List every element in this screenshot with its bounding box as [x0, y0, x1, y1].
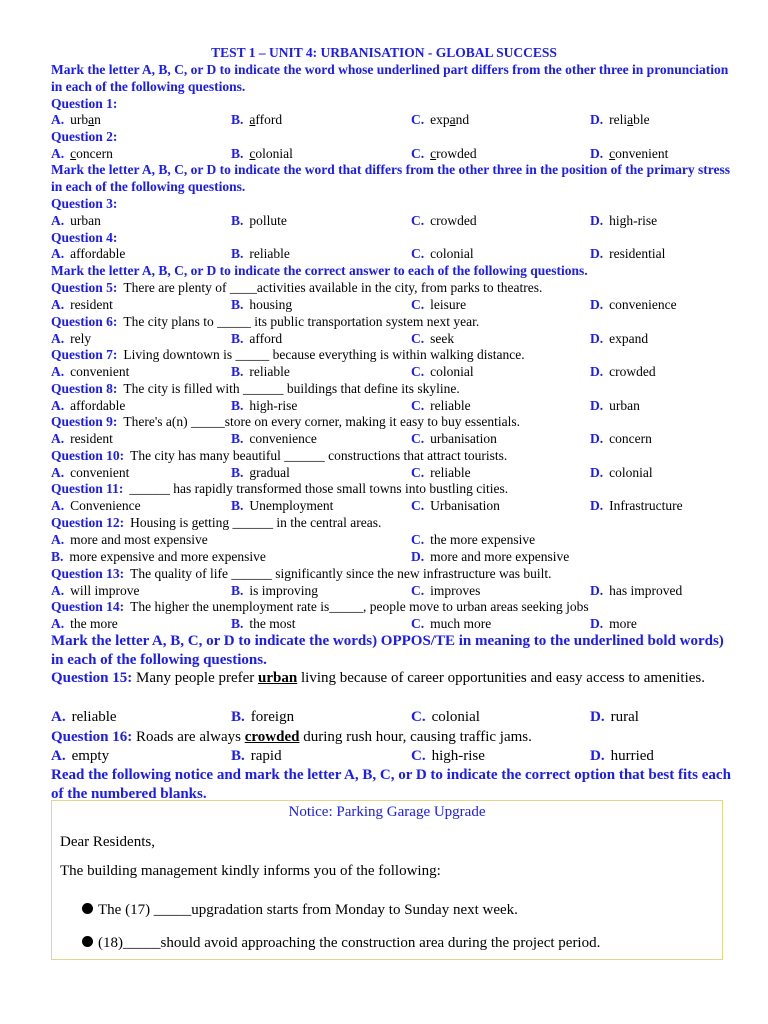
options-q4 [51, 246, 731, 262]
options-q14 [51, 616, 731, 632]
question-label: Question 4: [51, 230, 118, 245]
option-c[interactable]: C. colonial [411, 246, 474, 261]
options-q15 [51, 708, 731, 727]
option-b[interactable]: B. high-rise [231, 398, 298, 413]
option-a[interactable]: A. reliable [51, 709, 117, 725]
option-d[interactable]: D. colonial [590, 465, 653, 480]
option-c[interactable]: C. reliable [411, 465, 471, 480]
key-word: urban [258, 670, 298, 686]
option-a[interactable]: A. convenient [51, 364, 130, 379]
option-b[interactable]: B. rapid [231, 748, 282, 764]
question-8 [51, 381, 731, 397]
question-16: Question 16: Roads are always crowded during rush hour, causing traffic jams. [51, 729, 532, 745]
question-1 [51, 96, 731, 112]
question-text: Living downtown is _____ because everything is within walking distance. [123, 347, 525, 362]
question-text: The quality of life ______ significantly since the new infrastructure was built. [130, 566, 552, 581]
option-b[interactable]: B. gradual [231, 465, 290, 480]
option-a[interactable]: A. the more [51, 616, 118, 631]
option-c[interactable]: C. urbanisation [411, 431, 497, 446]
question-text: The city has many beautiful ______ constructions that attract tourists. [130, 448, 508, 463]
question-label: Question 16: [51, 729, 133, 745]
question-label: Question 7: [51, 347, 118, 362]
question-text: Housing is getting ______ in the central areas. [130, 515, 382, 530]
option-c[interactable]: C. much more [411, 616, 492, 631]
question-12 [51, 515, 731, 531]
key-word: crowded [244, 729, 300, 745]
notice-intro: The building management kindly informs you of the following: [60, 863, 441, 879]
bullet-icon [82, 903, 93, 914]
option-c[interactable]: C. the more expensive [411, 532, 536, 547]
option-a[interactable]: A. concern [51, 146, 113, 161]
option-d[interactable]: D. urban [590, 398, 640, 413]
notice-box [51, 800, 723, 960]
option-b[interactable]: B. convenience [231, 431, 317, 446]
question-text: The city plans to _____ its public transportation system next year. [123, 314, 480, 329]
bullet-icon [82, 936, 93, 947]
option-a[interactable]: A. resident [51, 297, 113, 312]
question-5 [51, 280, 731, 296]
option-c[interactable]: C. crowded [411, 213, 477, 228]
question-label: Question 12: [51, 515, 125, 530]
option-d[interactable]: D. crowded [590, 364, 656, 379]
question-text: There's a(n) _____store on every corner, making it easy to buy essentials. [123, 414, 521, 429]
option-a[interactable]: A. affordable [51, 398, 126, 413]
question-label: Question 15: [51, 670, 133, 686]
option-b[interactable]: B. more expensive and more expensive [51, 549, 266, 564]
question-label: Question 1: [51, 96, 118, 111]
instruction-pronunciation: Mark the letter A, B, C, or D to indicate the word whose underlined part differs from the other three in pronunciation in each of the following questions. [51, 62, 729, 94]
option-c[interactable]: C. leisure [411, 297, 467, 312]
question-3 [51, 196, 731, 212]
options-q8 [51, 398, 731, 414]
option-d[interactable]: D. high-rise [590, 213, 658, 228]
option-a[interactable]: A. empty [51, 748, 110, 764]
question-text: ______ has rapidly transformed those small towns into bustling cities. [129, 481, 509, 496]
option-a[interactable]: A. will improve [51, 583, 140, 598]
question-label: Question 9: [51, 414, 118, 429]
options-q7 [51, 364, 731, 380]
options-q12-row2 [51, 549, 731, 565]
options-q13 [51, 583, 731, 599]
option-b[interactable]: B. is improving [231, 583, 319, 598]
question-text: The higher the unemployment rate is_____, people move to urban areas seeking jobs [130, 599, 589, 614]
option-b[interactable]: B. the most [231, 616, 296, 631]
option-a[interactable]: A. more and most expensive [51, 532, 208, 547]
option-c[interactable]: C. improves [411, 583, 481, 598]
question-label: Question 8: [51, 381, 118, 396]
option-c[interactable]: C. seek [411, 331, 455, 346]
option-c[interactable]: C. colonial [411, 709, 480, 725]
option-b[interactable]: B. reliable [231, 246, 290, 261]
option-d[interactable]: D. convenience [590, 297, 677, 312]
option-d[interactable]: D. convenient [590, 146, 669, 161]
option-b[interactable]: B. foreign [231, 709, 295, 725]
option-b[interactable]: B. pollute [231, 213, 287, 228]
notice-bullet-17: The (17) _____upgradation starts from Monday to Sunday next week. [82, 901, 518, 920]
option-b[interactable]: B. Unemployment [231, 498, 334, 513]
question-10 [51, 448, 731, 464]
option-d[interactable]: D. more and more expensive [411, 549, 570, 564]
question-label: Question 10: [51, 448, 125, 463]
option-c[interactable]: C. crowded [411, 146, 477, 161]
options-q9 [51, 431, 731, 447]
option-d[interactable]: D. has improved [590, 583, 683, 598]
instruction-notice: Read the following notice and mark the letter A, B, C, or D to indicate the correct option that best fits each of the numbered blanks. [51, 767, 731, 802]
options-q10 [51, 465, 731, 481]
instruction-correct-answer: Mark the letter A, B, C, or D to indicate the correct answer to each of the following questions. [51, 263, 588, 278]
option-d[interactable]: D. residential [590, 246, 666, 261]
option-d[interactable]: D. more [590, 616, 637, 631]
question-label: Question 3: [51, 196, 118, 211]
question-7 [51, 347, 731, 363]
question-6 [51, 314, 731, 330]
option-a[interactable]: A. urban [51, 213, 101, 228]
notice-title: Notice: Parking Garage Upgrade [288, 804, 486, 820]
notice-greeting: Dear Residents, [60, 834, 155, 850]
options-q6 [51, 331, 731, 347]
options-q3 [51, 213, 731, 229]
option-b[interactable]: B. reliable [231, 364, 290, 379]
option-c[interactable]: C. high-rise [411, 748, 485, 764]
question-2 [51, 129, 731, 145]
notice-bullet-18: (18)_____should avoid approaching the construction area during the project period. [82, 934, 600, 953]
option-c[interactable]: C. expand [411, 112, 470, 127]
question-label: Question 2: [51, 129, 118, 144]
options-q11 [51, 498, 731, 514]
question-label: Question 14: [51, 599, 125, 614]
option-d[interactable]: D. concern [590, 431, 652, 446]
options-q5 [51, 297, 731, 313]
instruction-opposite: Mark the letter A, B, C, or D to indicate the words) OPPOS/TE in meaning to the underlined bold words) in each of the following questions. [51, 633, 724, 668]
question-text: There are plenty of ____activities available in the city, from parks to theatres. [123, 280, 543, 295]
option-b[interactable]: B. colonial [231, 146, 293, 161]
option-b[interactable]: B. housing [231, 297, 293, 312]
option-c[interactable]: C. Urbanisation [411, 498, 500, 513]
options-q16 [51, 747, 731, 766]
option-c[interactable]: C. reliable [411, 398, 471, 413]
question-11 [51, 481, 731, 497]
option-d[interactable]: D. hurried [590, 748, 654, 764]
question-15: Question 15: Many people prefer urban living because of career opportunities and easy access to amenities. [51, 670, 705, 686]
options-q2 [51, 146, 731, 162]
question-13 [51, 566, 731, 582]
question-label: Question 6: [51, 314, 118, 329]
question-label: Question 5: [51, 280, 118, 295]
option-a[interactable]: A. Convenience [51, 498, 141, 513]
options-q1 [51, 112, 731, 128]
option-c[interactable]: C. colonial [411, 364, 474, 379]
option-d[interactable]: D. expand [590, 331, 649, 346]
option-d[interactable]: D. Infrastructure [590, 498, 683, 513]
option-b[interactable]: B. afford [231, 331, 283, 346]
option-a[interactable]: A. affordable [51, 246, 126, 261]
option-a[interactable]: A. urban [51, 112, 101, 127]
option-d[interactable]: D. rural [590, 709, 639, 725]
options-q12-row1 [51, 532, 731, 548]
option-d[interactable]: D. reliable [590, 112, 650, 127]
question-label: Question 11: [51, 481, 124, 496]
question-9 [51, 414, 731, 430]
instruction-stress: Mark the letter A, B, C, or D to indicate the word that differs from the other three in the position of the primary stress in each of the following questions. [51, 162, 731, 194]
question-text: The city is filled with ______ buildings that define its skyline. [123, 381, 460, 396]
question-4 [51, 230, 731, 246]
option-a[interactable]: A. convenient [51, 465, 130, 480]
question-label: Question 13: [51, 566, 125, 581]
option-a[interactable]: A. rely [51, 331, 92, 346]
option-b[interactable]: B. afford [231, 112, 283, 127]
page-title: TEST 1 – UNIT 4: URBANISATION - GLOBAL SUCCESS [211, 45, 557, 60]
option-a[interactable]: A. resident [51, 431, 113, 446]
question-14 [51, 599, 731, 615]
